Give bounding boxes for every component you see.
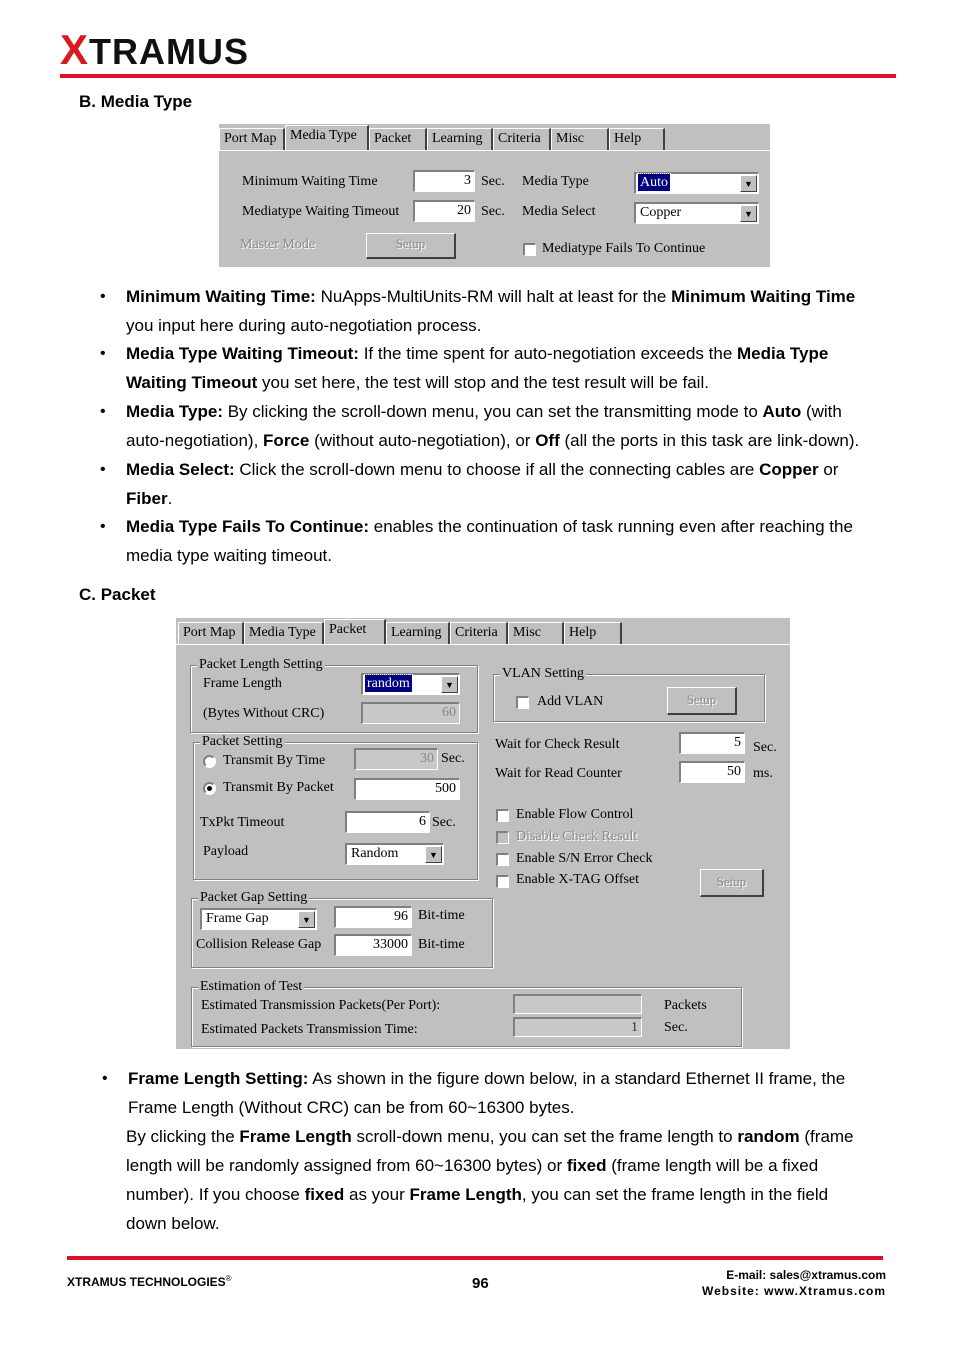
tab-learning[interactable]: Learning <box>386 622 450 644</box>
frame-length-paragraph: By clicking the Frame Length scroll-down menu, you can set the frame length to random (frame length will be randomly assigned from 60~16300 bytes) or fixed (frame length will be a fixed number). If you choose fixed as your Frame Length, you can set the frame length in the field down below. <box>126 1127 854 1233</box>
bullet-frame-length: • Frame Length Setting: As shown in the figure down below, in a standard Ethernet II frame, the Frame Length (Without CRC) can be from 60~16300 bytes. <box>102 1069 846 1117</box>
sec-unit: Sec. <box>432 815 456 830</box>
bullet-fails-continue: • Media Type Fails To Continue: enables the continuation of task running even after reaching the media type waiting timeout. <box>100 517 853 565</box>
tab-port-map[interactable]: Port Map <box>178 622 244 644</box>
tab-misc[interactable]: Misc <box>508 622 564 644</box>
fails-to-continue-checkbox[interactable] <box>523 243 536 256</box>
header-rule <box>60 74 896 78</box>
sec-unit: Sec. <box>753 740 777 755</box>
chevron-down-icon[interactable]: ▼ <box>298 911 315 928</box>
page-number: 96 <box>472 1275 489 1292</box>
packet-length-group: Packet Length Setting <box>190 665 478 733</box>
wait-read-counter-input[interactable]: 50 <box>679 761 745 783</box>
ms-unit: ms. <box>753 766 773 781</box>
payload-select[interactable]: Random ▼ <box>345 843 444 865</box>
xtramus-logo: XTRAMUS <box>60 26 249 73</box>
master-mode-label: Master Mode <box>240 237 316 252</box>
bytes-input[interactable]: 60 <box>361 702 460 724</box>
payload-label: Payload <box>203 844 249 859</box>
tab-criteria[interactable]: Criteria <box>450 622 508 644</box>
bullet-mt-timeout: • Media Type Waiting Timeout: If the time spent for auto-negotiation exceeds the Media Type Waiting Timeout you set here, the test will stop and the test result will be fail. <box>100 344 829 392</box>
transmit-time-input[interactable]: 30 <box>354 748 438 770</box>
packet-setting-group: Packet Setting <box>193 742 478 880</box>
bullet-media-select: • Media Select: Click the scroll-down menu to choose if all the connecting cables are Copper or Fiber. <box>100 460 839 508</box>
packets-unit: Packets <box>664 998 707 1013</box>
xtag-offset-label: Enable X-TAG Offset <box>516 872 640 887</box>
tab-rule <box>219 150 770 151</box>
disable-check-result-checkbox[interactable] <box>496 831 509 844</box>
min-wait-input[interactable]: 3 <box>413 170 475 192</box>
chevron-down-icon[interactable]: ▼ <box>425 846 442 863</box>
tab-packet[interactable]: Packet <box>369 128 427 150</box>
frame-length-label: Frame Length <box>203 676 282 691</box>
sn-error-check-label: Enable S/N Error Check <box>516 851 653 866</box>
add-vlan-checkbox[interactable] <box>516 696 529 709</box>
frame-length-select[interactable]: random ▼ <box>361 673 460 695</box>
collision-release-gap-input[interactable]: 33000 <box>334 934 412 956</box>
add-vlan-label: Add VLAN <box>537 694 604 709</box>
media-type-label: Media Type <box>522 174 589 189</box>
media-type-dialog <box>219 124 770 267</box>
packet-dialog <box>176 618 790 1049</box>
transmit-by-packet-radio[interactable] <box>203 782 216 795</box>
footer-email: E-mail: sales@xtramus.com <box>726 1268 886 1282</box>
est-packets-label: Estimated Transmission Packets(Per Port): <box>201 998 441 1013</box>
wait-check-result-label: Wait for Check Result <box>495 737 620 752</box>
tab-media-type[interactable]: Media Type <box>244 622 324 644</box>
transmit-by-packet-label: Transmit By Packet <box>223 780 334 795</box>
est-time-label: Estimated Packets Transmission Time: <box>201 1022 418 1037</box>
bit-time-unit: Bit-time <box>418 937 465 952</box>
fails-to-continue-label: Mediatype Fails To Continue <box>542 241 706 256</box>
min-wait-label: Minimum Waiting Time <box>242 174 378 189</box>
tab-rule <box>176 644 790 645</box>
setup-button[interactable]: Setup <box>366 233 456 259</box>
transmit-by-time-radio[interactable] <box>203 755 216 768</box>
media-type-select[interactable]: Auto ▼ <box>634 172 759 194</box>
tab-media-type[interactable]: Media Type <box>285 125 369 151</box>
tab-learning[interactable]: Learning <box>427 128 493 150</box>
tab-misc[interactable]: Misc <box>551 128 609 150</box>
sec-unit: Sec. <box>481 204 505 219</box>
xtag-offset-checkbox[interactable] <box>496 875 509 888</box>
vlan-setup-button[interactable]: Setup <box>667 687 737 715</box>
media-select-select[interactable]: Copper ▼ <box>634 202 759 224</box>
est-time-value: 1 <box>513 1017 642 1037</box>
transmit-by-time-label: Transmit By Time <box>223 753 326 768</box>
wait-read-counter-label: Wait for Read Counter <box>495 766 622 781</box>
sec-unit: Sec. <box>441 751 465 766</box>
bullet-min-wait: • Minimum Waiting Time: NuApps-MultiUnits-RM will halt at least for the Minimum Waiting Time you input here during auto-negotiation process. <box>100 287 856 335</box>
gap-value-input[interactable]: 96 <box>334 906 412 928</box>
disable-check-result-label: Disable Check Result <box>516 829 638 844</box>
sec-unit: Sec. <box>481 174 505 189</box>
tab-help[interactable]: Help <box>609 128 665 150</box>
mt-timeout-label: Mediatype Waiting Timeout <box>242 204 400 219</box>
estimation-group: Estimation of Test <box>191 987 742 1047</box>
tab-port-map[interactable]: Port Map <box>219 128 285 150</box>
txpkt-timeout-label: TxPkt Timeout <box>200 815 285 830</box>
footer-company: XTRAMUS TECHNOLOGIES® <box>67 1274 232 1289</box>
section-c-heading: C. Packet <box>79 585 156 604</box>
bullet-media-type: • Media Type: By clicking the scroll-down menu, you can set the transmitting mode to Auto (with auto-negotiation), Force (without auto-negotiation), or Off (all the ports in this task are link-down). <box>100 402 860 450</box>
packet-gap-group: Packet Gap Setting <box>191 898 493 968</box>
est-packets-value <box>513 994 642 1014</box>
collision-release-gap-label: Collision Release Gap <box>196 937 322 952</box>
wait-check-result-input[interactable]: 5 <box>679 732 745 754</box>
tab-help[interactable]: Help <box>564 622 622 644</box>
chevron-down-icon[interactable]: ▼ <box>740 175 757 192</box>
transmit-packet-input[interactable]: 500 <box>354 778 460 800</box>
xtag-setup-button[interactable]: Setup <box>700 869 764 897</box>
footer-website: Website: www.Xtramus.com <box>701 1284 886 1298</box>
mt-timeout-input[interactable]: 20 <box>413 200 475 222</box>
vlan-group: VLAN Setting <box>493 674 765 722</box>
media-select-label: Media Select <box>522 204 596 219</box>
flow-control-label: Enable Flow Control <box>516 807 634 822</box>
tab-criteria[interactable]: Criteria <box>493 128 551 150</box>
tab-packet[interactable]: Packet <box>324 619 386 645</box>
flow-control-checkbox[interactable] <box>496 809 509 822</box>
footer-rule <box>67 1256 883 1260</box>
chevron-down-icon[interactable]: ▼ <box>441 676 458 693</box>
sec-unit: Sec. <box>664 1020 688 1035</box>
bit-time-unit: Bit-time <box>418 908 465 923</box>
txpkt-timeout-input[interactable]: 6 <box>345 811 430 833</box>
bytes-label: (Bytes Without CRC) <box>203 706 325 721</box>
chevron-down-icon[interactable]: ▼ <box>740 205 757 222</box>
section-b-heading: B. Media Type <box>79 92 193 111</box>
gap-type-select[interactable]: Frame Gap ▼ <box>200 908 317 930</box>
sn-error-check-checkbox[interactable] <box>496 853 509 866</box>
